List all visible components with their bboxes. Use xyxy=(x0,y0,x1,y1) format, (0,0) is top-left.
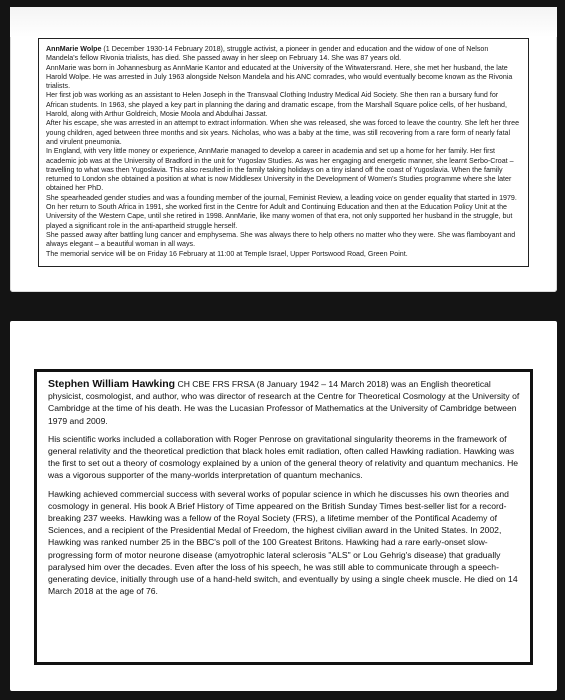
wolpe-paragraph-4: After his escape, she was arrested in an attempt to extract information. When she was released, she was forced to leave the country. She left her three young children, aged between three months and six years. Nicholas, who was a baby at the time, was still recovering from a rare form of nearly fatal and virulent pneumonia. xyxy=(46,119,520,146)
wolpe-paragraph-7: On her return to South Africa in 1991, she worked first in the Centre for Adult and Continuing Education and then at the Education Policy Unit at the University of the Western Cape, until she retired in 1998. AnnMarie, like many women of that era, not only supported her husband in the struggle, but played a significant role in the anti-apartheid struggle herself. xyxy=(46,203,513,230)
hawking-paragraph-3: Hawking achieved commercial success with several works of popular science in which he discusses his own theories and cosmology in general. His book A Brief History of Time appeared on the British Sunday Times best-seller list for a record-breaking 237 weeks. Hawking was a fellow of the Royal Society (FRS), a lifetime member of the Pontifical Academy of Sciences, and a recipient of the Presidential Medal of Freedom, the highest civilian award in the United States. In 2002, Hawking was ranked number 25 in the BBC's poll of the 100 Greatest Britons. Hawking had a rare early-onset slow-progressing form of motor neurone disease (amyotrophic lateral sclerosis "ALS" or Lou Gehrig's disease) that gradually paralysed him over the decades. Even after the loss of his speech, he was still able to communicate through a speech-generating device, initially through use of a hand-held switch, and eventually by using a single cheek muscle. He died on 14 March 2018 at the age of 76. xyxy=(48,488,518,597)
wolpe-paragraph-1 xyxy=(46,45,521,64)
envelope-flap xyxy=(10,7,557,37)
wolpe-paragraph-3: Her first job was working as an assistant to Helen Joseph in the Transvaal Clothing Industry Medical Aid Society. She then ran a bursary fund for African students. In 1963, she played a key part in planning the daring and dramatic escape, from the Marshall Square police cells, of her husband, Harold, along with Arthur Goldreich, Mosie Moola and Abdulhai Jassat. xyxy=(46,91,507,119)
wolpe-paragraph-5: In England, with very little money or experience, AnnMarie managed to develop a career in academia and set up a home for her family. Her first academic job was at the University of Bradford in the unit for Yugoslav Studies. As was her engaging and energetic manner, she learnt Serbo-Croat – travelling to what was then Yugoslavia. This also resulted in the family taking holidays on a tiny island off the coast of Yugoslavia. When the family returned to London she obtained a position at what is now Middlesex University in the Development of Women's Studies programme where she later obtained her PhD. xyxy=(46,147,514,193)
wolpe-name: AnnMarie Wolpe xyxy=(46,45,102,53)
wolpe-paragraph-6: She spearheaded gender studies and was a founding member of the journal, Feminist Review, a leading voice on gender equality that started in 1979. xyxy=(46,193,517,202)
hawking-insert-card xyxy=(10,321,557,691)
wolpe-obituary-box xyxy=(38,38,529,267)
wolpe-paragraph-8: She passed away after battling lung cancer and emphysema. She was always there to help others no matter who they were. She was flamboyant and always elegant – a beautiful woman in all ways. xyxy=(46,230,516,249)
wolpe-insert-card xyxy=(10,7,557,292)
wolpe-intro-text: (1 December 1930-14 February 2018), struggle activist, a pioneer in gender and education and the widow of one of Nelson Mandela's fellow Rivonia trialists, has died. She passed away in her sleep on February 14. She was 87 years old. xyxy=(46,45,489,63)
hawking-paragraph-1 xyxy=(48,378,520,427)
hawking-obituary-frame xyxy=(34,369,533,665)
wolpe-paragraph-2: AnnMarie was born in Johannesburg as AnnMarie Kantor and educated at the University of the Witwatersrand. Here, she met her husband, the late Harold Wolpe. He was arrested in July 1963 alongside Nelson Mandela and his ANC comrades, who would eventually become known as the Rivonia trialists. xyxy=(46,63,513,91)
hawking-paragraph-2: His scientific works included a collaboration with Roger Penrose on gravitational singularity theorems in the framework of general relativity and the theoretical prediction that black holes emit radiation, often called Hawking radiation. Hawking was the first to set out a theory of cosmology explained by a union of the general theory of relativity and quantum mechanics. He was a vigorous supporter of the many-worlds interpretation of quantum mechanics. xyxy=(48,433,519,481)
hawking-name: Stephen William Hawking xyxy=(48,378,176,390)
hawking-intro-text: CH CBE FRS FRSA (8 January 1942 – 14 March 2018) was an English theoretical physicist, cosmologist, and author, who was director of research at the Centre for Theoretical Cosmology at the University of Cambridge at the time of his death. He was the Lucasian Professor of Mathematics at the University of Cambridge between 1979 and 2009. xyxy=(48,379,520,426)
wolpe-paragraph-9: The memorial service will be on Friday 16 February at 11:00 at Temple Israel, Upper Portswood Road, Green Point. xyxy=(46,249,408,258)
